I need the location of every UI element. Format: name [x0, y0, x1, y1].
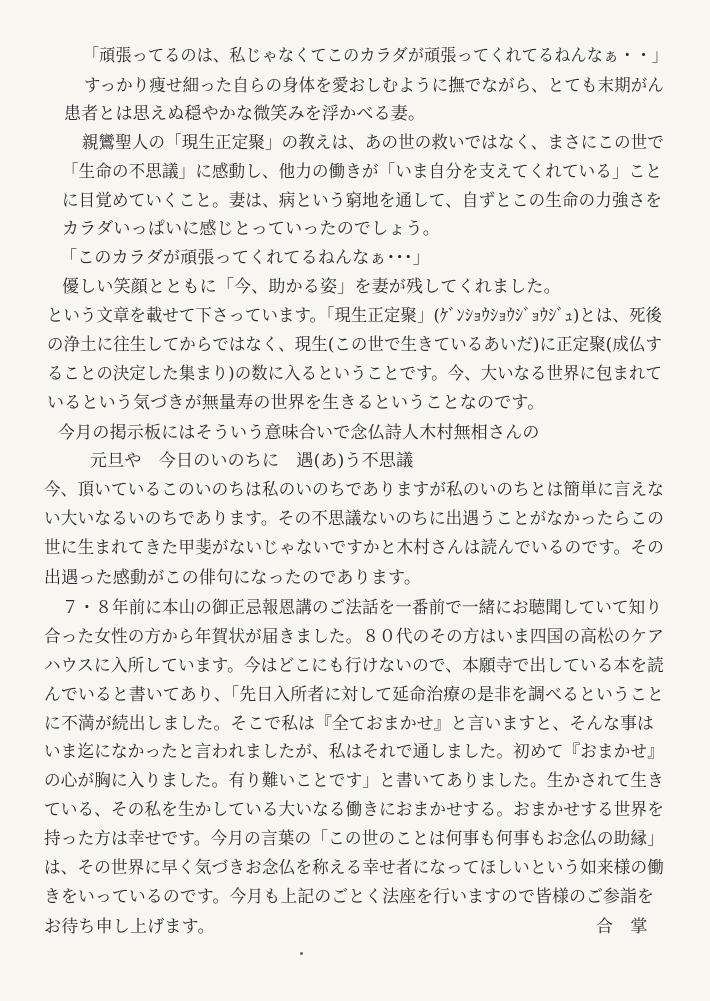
haiku-line: 元旦や 今日のいのちに 遇(あ)う不思議 [90, 451, 414, 471]
text-line: きをいっているのです。今月も上記のごとく法座を行いますので皆様のご参詣を [44, 887, 654, 907]
text-line: に不満が続出しました。そこで私は『全ておまかせ』と言いますと、そんな事は [44, 714, 654, 734]
text-line: の浄土に往生してからではなく、現生(この世で生きているあいだ)に正定聚(成仏す [47, 335, 662, 355]
text-line: いるという気づきが無量寿の世界を生きるということなのです。 [47, 393, 545, 413]
text-line: ハウスに入所しています。今はどこにも行けないので、本願寺で出している本を読 [44, 656, 664, 676]
text-line: という文章を載せて下さっています。「現生正定聚」(ｹﾞﾝｼｮｳｼｮｳｼﾞｮｳｼﾞｭ)とは、死後 [47, 306, 662, 326]
text-line: ７・８年前に本山の御正忌報恩講のご法話を一番前で一緒にお聴聞していて知り [62, 598, 662, 618]
text-line: に目覚めていくこと。妻は、病という窮地を通して、自ずとこの生命の力強さを [62, 191, 662, 211]
text-line: 世に生まれてきた甲斐がないじゃないですかと木村さんは読んでいるのです。その [44, 538, 664, 558]
text-line: 親鸞聖人の「現生正定聚」の教えは、あの世の救いではなく、まさにこの世で [82, 133, 664, 153]
text-line: 「頑張ってるのは、私じゃなくてこのカラダが頑張ってくれてるねんなぁ・・」 [83, 46, 668, 66]
text-line: は、その世界に早く気づきお念仏を称える幸せ者になってほしいという如来様の働 [44, 858, 664, 878]
text-line: 優しい笑顔とともに「今、助かる姿」を妻が残してくれました。 [62, 277, 561, 297]
page-mark [300, 952, 303, 955]
text-line: の心が胸に入りました。有り難いことです」と書いてありました。生かされて生き [44, 771, 664, 791]
text-line: い大いなるいのちであります。その不思議ないのちに出遇うことがなかったらこの [44, 509, 664, 529]
text-line: 出遇った感動がこの俳句になったのであります。 [44, 568, 422, 588]
closing-signature: 合 掌 [596, 917, 648, 937]
text-line: いま迄になかったと言われましたが、私はそれで通しました。初めて『おまかせ』 [44, 742, 664, 762]
text-line: 患者とは思えぬ穏やかな微笑みを浮かべる妻。 [64, 104, 426, 124]
text-line: カラダいっぱいに感じとっていったのでしょう。 [62, 219, 440, 239]
text-line: 今、頂いているこのいのちは私のいのちでありますが私のいのちとは簡単に言えな [44, 480, 664, 500]
text-line: すっかり痩せ細った自らの身体を愛おしむように撫でながら、とても末期がん [84, 76, 664, 96]
text-line: ることの決定した集まり)の数に入るということです。今、大いなる世界に包まれて [47, 364, 662, 384]
text-line: 「このカラダが頑張ってくれてるねんなぁ･･･」 [60, 248, 430, 268]
text-line: 今月の掲示板にはそういう意味合いで念仏詩人木村無相さんの [58, 423, 540, 443]
text-line: お待ち申し上げます。 [44, 917, 215, 937]
text-line: 合った女性の方から年賀状が届きました。８０代のその方はいま四国の高松のケア [44, 627, 664, 647]
text-line: 「生命の不思議」に感動し、他力の働きが「いま自分を支えてくれている」こと [62, 162, 662, 182]
text-line: ている、その私を生かしている大いなる働きにおまかせする。おまかせする世界を [44, 800, 664, 820]
text-line: んでいると書いてあり、「先日入所者に対して延命治療の是非を調べるということ [44, 685, 664, 705]
text-line: 持った方は幸せです。今月の言葉の「この世のことは何事も何事もお念仏の助縁」 [44, 829, 664, 849]
